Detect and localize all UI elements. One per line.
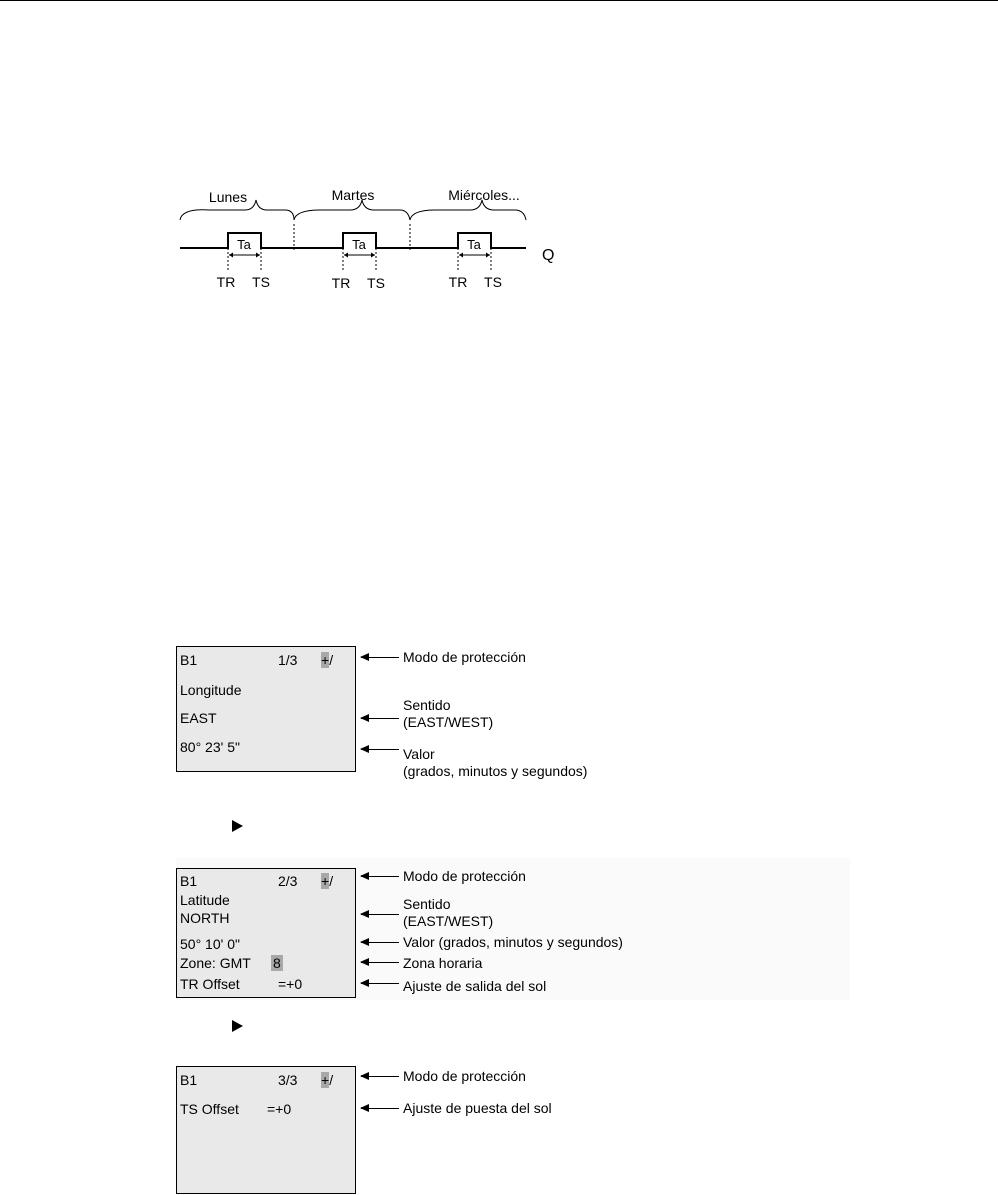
annotation-direction: Sentido (EAST/WEST)	[403, 697, 494, 730]
block-label: B1	[180, 873, 198, 889]
coordinate-value: 50° 10' 0"	[180, 936, 240, 952]
tr-label: TR	[331, 275, 351, 291]
annotation-direction: Sentido (EAST/WEST)	[403, 896, 494, 929]
display-panel-2	[176, 868, 356, 998]
annotation-arrow	[361, 1108, 399, 1109]
pulse-label: Ta	[352, 237, 366, 252]
brace-miercoles	[410, 200, 526, 220]
astronomical-clock-timing-diagram	[170, 180, 590, 300]
next-page-arrow-icon	[232, 820, 243, 832]
page-indicator: 3/3	[278, 1072, 298, 1088]
protection-mode: +/	[321, 873, 334, 889]
pulse-label: Ta	[467, 237, 481, 252]
annotation-sunrise-offset: Ajuste de salida del sol	[403, 978, 547, 994]
protection-mode: +/	[321, 1072, 334, 1088]
zone-label: Zone: GMT	[180, 955, 251, 971]
pulse-label: Ta	[237, 237, 251, 252]
annotation-arrow	[361, 749, 399, 750]
offset-value: =+0	[267, 1101, 292, 1117]
annotation-value: Valor (grados, minutos y segundos)	[403, 746, 588, 779]
annotation-protection-mode: Modo de protección	[403, 1068, 526, 1084]
annotation-arrow	[361, 1076, 399, 1077]
day-label: Martes	[331, 187, 375, 203]
page-indicator: 1/3	[278, 652, 298, 668]
annotation-protection-mode: Modo de protección	[403, 649, 526, 665]
offset-label: TS Offset	[180, 1101, 239, 1117]
annotation-sunset-offset: Ajuste de puesta del sol	[403, 1100, 552, 1116]
annotation-value: Valor (grados, minutos y segundos)	[403, 934, 623, 950]
tr-label: TR	[448, 274, 468, 290]
ts-label: TS	[252, 274, 270, 290]
annotation-arrow	[361, 718, 399, 719]
annotation-arrow	[361, 876, 399, 877]
annotation-arrow	[361, 962, 399, 963]
offset-value: =+0	[278, 976, 303, 992]
direction-value: EAST	[180, 710, 217, 726]
coordinate-label: Longitude	[180, 682, 242, 698]
annotation-arrow	[361, 942, 399, 943]
annotation-arrow	[361, 983, 399, 984]
direction-value: NORTH	[180, 910, 230, 926]
annotation-time-zone: Zona horaria	[403, 955, 483, 971]
ts-label: TS	[484, 274, 502, 290]
block-label: B1	[180, 652, 198, 668]
next-page-arrow-icon	[232, 1020, 243, 1032]
annotation-arrow	[361, 657, 399, 658]
display-panel-3	[176, 1066, 356, 1194]
block-label: B1	[180, 1072, 198, 1088]
output-label: Q	[542, 247, 555, 264]
tr-label: TR	[216, 274, 236, 290]
zone-value: 8	[273, 955, 281, 971]
annotation-protection-mode: Modo de protección	[403, 868, 526, 884]
coordinate-value: 80° 23' 5"	[180, 739, 240, 755]
offset-label: TR Offset	[180, 976, 240, 992]
display-panel-1	[176, 646, 356, 772]
brace-martes	[294, 200, 410, 220]
annotation-arrow	[361, 914, 399, 915]
page-indicator: 2/3	[278, 873, 298, 889]
page-top-rule	[0, 0, 998, 1]
protection-mode: +/	[321, 652, 334, 668]
coordinate-label: Latitude	[180, 892, 230, 908]
day-label: Miércoles...	[448, 187, 520, 203]
ts-label: TS	[367, 275, 385, 291]
day-label: Lunes	[208, 189, 248, 205]
